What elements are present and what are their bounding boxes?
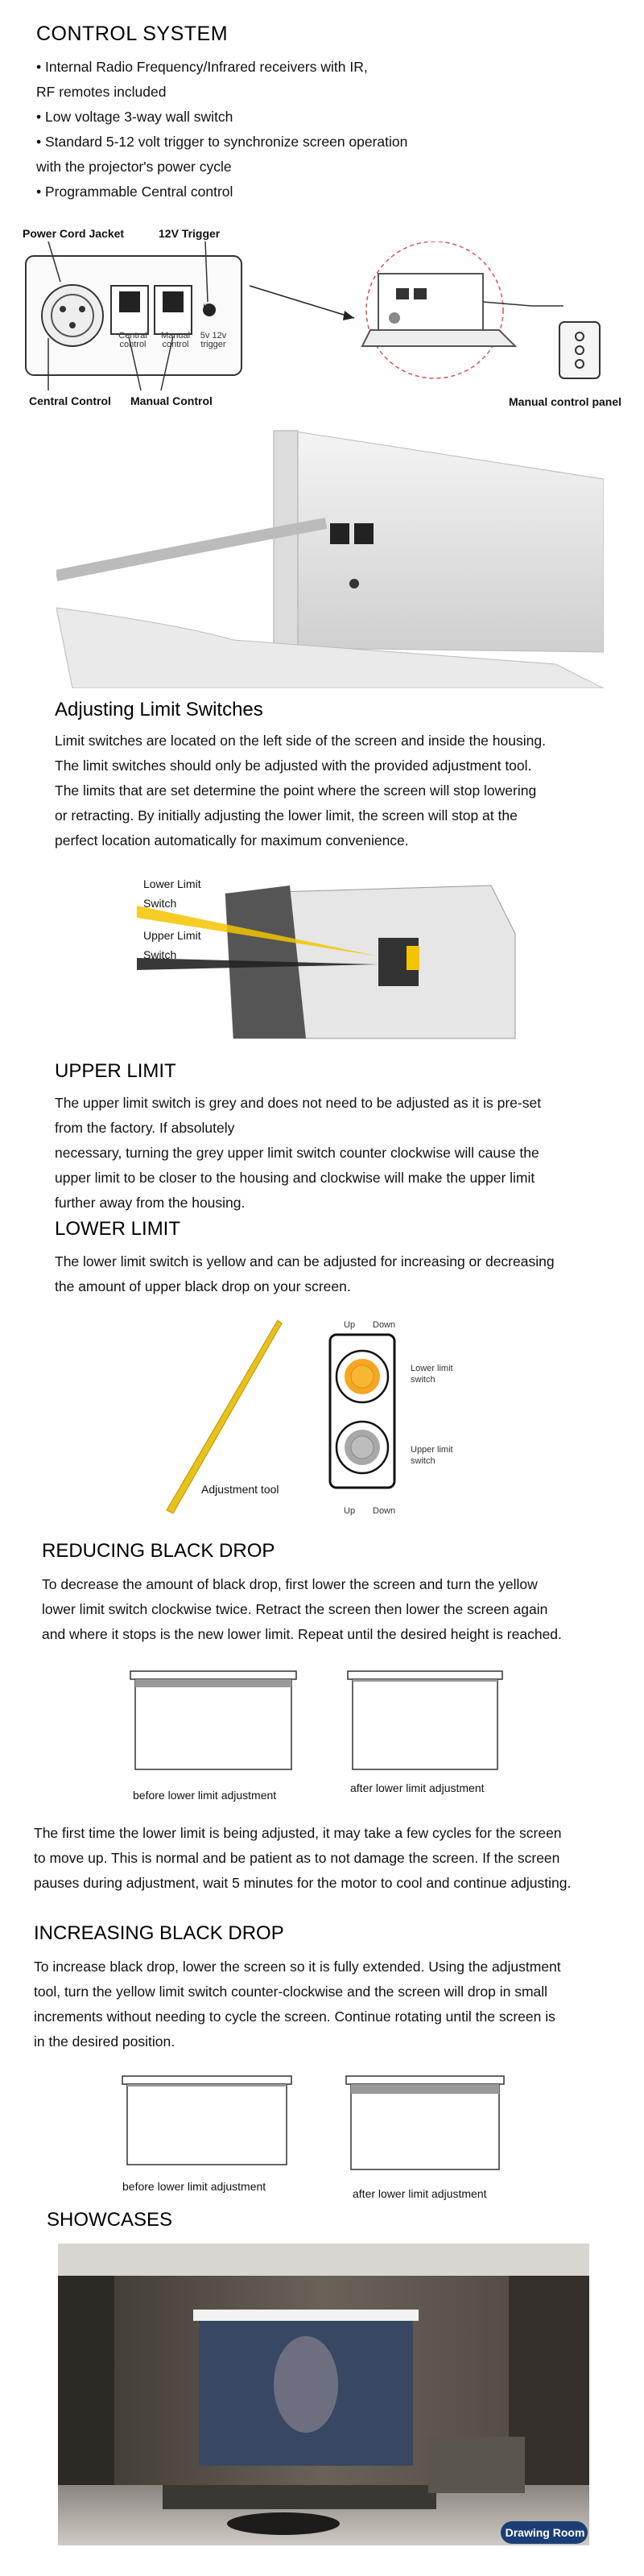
lower-limit-switch-label bbox=[143, 874, 201, 913]
lower-limit-switch-label-line: Lower Limit bbox=[143, 877, 201, 890]
increasing-line: in the desired position. bbox=[34, 2033, 175, 2050]
lower-line: The lower limit switch is yellow and can be adjusted for increasing or decreasing bbox=[55, 1253, 555, 1269]
showcase-badge: Drawing Room bbox=[505, 2526, 585, 2539]
port-trigger-label: 5v 12v trigger bbox=[200, 331, 227, 349]
reducing-line: lower limit switch clockwise twice. Retract the screen then lower the screen again bbox=[42, 1601, 548, 1617]
increasing-line: increments without needing to cycle the screen. Continue rotating until the screen is bbox=[34, 2008, 555, 2025]
label-central-control: Central Control bbox=[29, 394, 111, 407]
note-line: to move up. This is normal and be patient as to not damage the screen. If the screen bbox=[34, 1850, 560, 1866]
reducing-screens bbox=[129, 1666, 507, 1779]
upper-line: The upper limit switch is grey and does not need to be adjusted as it is pre-set bbox=[55, 1095, 542, 1111]
caption-line: Lower limit bbox=[411, 1364, 453, 1373]
port-panel-diagram bbox=[16, 242, 628, 402]
upper-limit-switch-caption bbox=[411, 1444, 453, 1467]
bullet-line: RF remotes included bbox=[36, 84, 167, 100]
down-label-bottom: Down bbox=[373, 1506, 396, 1516]
caption-line: switch bbox=[411, 1375, 436, 1385]
up-label-bottom: Up bbox=[344, 1506, 356, 1516]
lower-limit-text bbox=[55, 1249, 555, 1299]
reducing-after-caption: after lower limit adjustment bbox=[350, 1781, 485, 1794]
label-power-cord: Power Cord Jacket bbox=[23, 227, 125, 240]
upper-line: from the factory. If absolutely bbox=[55, 1120, 235, 1136]
down-label-top: Down bbox=[373, 1320, 396, 1330]
housing-photo bbox=[56, 423, 604, 688]
limit-line: or retracting. By initially adjusting the lower limit, the screen will stop at the bbox=[55, 807, 518, 824]
limit-line: Limit switches are located on the left side of the screen and inside the housing. bbox=[55, 733, 546, 749]
reducing-text bbox=[42, 1572, 562, 1647]
increasing-before-caption: before lower limit adjustment bbox=[122, 2180, 266, 2193]
bullet-line: • Internal Radio Frequency/Infrared receivers with IR, bbox=[36, 59, 368, 75]
label-manual-control: Manual Control bbox=[130, 394, 213, 407]
reducing-title: REDUCING BLACK DROP bbox=[42, 1540, 275, 1562]
limit-line: The limits that are set determine the point where the screen will stop lowering bbox=[55, 782, 537, 799]
note-line: pauses during adjustment, wait 5 minutes for the motor to cool and continue adjusting. bbox=[34, 1875, 572, 1891]
limit-title: Adjusting Limit Switches bbox=[55, 699, 263, 720]
increasing-line: tool, turn the yellow limit switch counter-clockwise and the screen will drop in small bbox=[34, 1984, 548, 2000]
label-manual-panel: Manual control panel bbox=[509, 395, 622, 408]
lower-limit-switch-label-line: Switch bbox=[143, 897, 177, 910]
upper-line: upper limit to be closer to the housing and clockwise will make the upper limit bbox=[55, 1170, 535, 1186]
upper-limit-text bbox=[55, 1091, 541, 1216]
limit-text bbox=[55, 729, 546, 853]
lower-limit-switch-caption bbox=[411, 1363, 453, 1385]
showcase-photo bbox=[58, 2244, 589, 2545]
increasing-screens bbox=[121, 2073, 507, 2178]
port-central-label: Central control bbox=[118, 331, 147, 349]
bullet-line: • Programmable Central control bbox=[36, 184, 233, 200]
upper-limit-switch-label bbox=[143, 926, 201, 964]
limit-line: perfect location automatically for maximum convenience. bbox=[55, 832, 409, 848]
control-title: CONTROL SYSTEM bbox=[36, 23, 229, 45]
reducing-line: and where it stops is the new lower limit. Repeat until the desired height is reached. bbox=[42, 1626, 562, 1642]
showcases-title: SHOWCASES bbox=[47, 2209, 173, 2231]
limit-line: The limit switches should only be adjusted with the provided adjustment tool. bbox=[55, 758, 532, 774]
caption-line: Upper limit bbox=[411, 1445, 453, 1455]
control-bullets bbox=[36, 55, 407, 204]
port-ir-label: IR bbox=[203, 303, 212, 312]
upper-limit-title: UPPER LIMIT bbox=[55, 1060, 176, 1082]
lower-line: the amount of upper black drop on your screen. bbox=[55, 1278, 351, 1294]
increasing-title: INCREASING BLACK DROP bbox=[34, 1922, 284, 1944]
adjustment-diagram bbox=[153, 1312, 459, 1521]
bullet-line: • Standard 5-12 volt trigger to synchronize screen operation bbox=[36, 134, 408, 150]
upper-line: necessary, turning the grey upper limit switch counter clockwise will cause the bbox=[55, 1145, 539, 1161]
port-manual-label: Manual control bbox=[160, 331, 191, 349]
reducing-before-caption: before lower limit adjustment bbox=[133, 1789, 277, 1802]
note-line: The first time the lower limit is being adjusted, it may take a few cycles for the screen bbox=[34, 1825, 562, 1841]
caption-line: switch bbox=[411, 1456, 436, 1466]
up-label-top: Up bbox=[344, 1320, 356, 1330]
bullet-line: with the projector's power cycle bbox=[36, 159, 232, 175]
increasing-text bbox=[34, 1955, 561, 2054]
bullet-line: • Low voltage 3-way wall switch bbox=[36, 109, 233, 125]
increasing-after-caption: after lower limit adjustment bbox=[353, 2187, 487, 2200]
increasing-line: To increase black drop, lower the screen so it is fully extended. Using the adjustment bbox=[34, 1959, 561, 1975]
upper-limit-switch-label-line: Upper Limit bbox=[143, 929, 201, 942]
reducing-line: To decrease the amount of black drop, first lower the screen and turn the yellow bbox=[42, 1576, 538, 1592]
lower-limit-title: LOWER LIMIT bbox=[55, 1218, 181, 1240]
label-12v-trigger: 12V Trigger bbox=[159, 227, 221, 240]
reducing-note bbox=[34, 1821, 571, 1896]
upper-line: further away from the housing. bbox=[55, 1195, 246, 1211]
adjustment-tool-label: Adjustment tool bbox=[201, 1483, 279, 1496]
upper-limit-switch-label-line: Switch bbox=[143, 948, 177, 961]
